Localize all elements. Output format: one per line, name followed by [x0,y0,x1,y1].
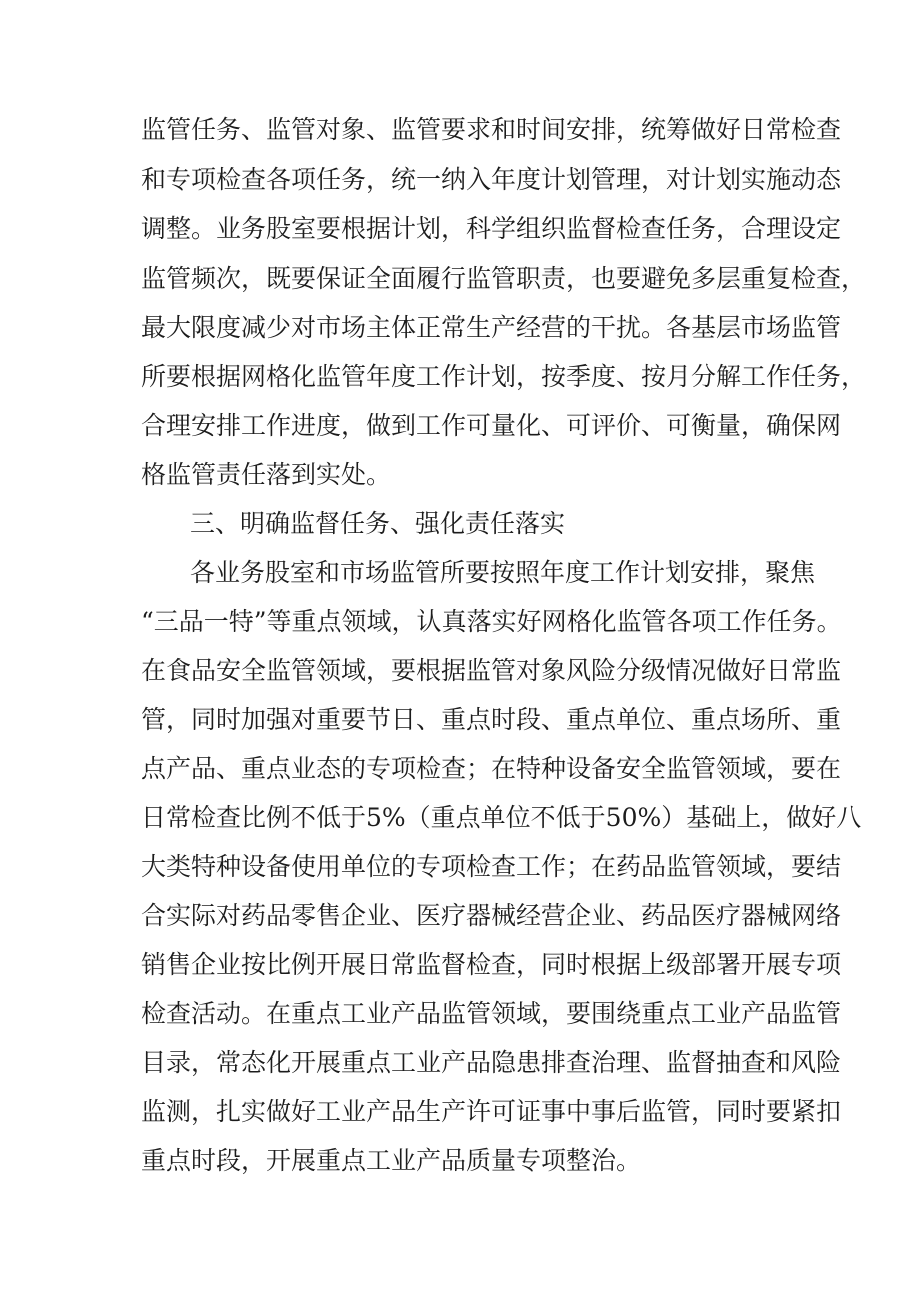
paragraph-2-line-5: 点产品、重点业态的专项检查；在特种设备安全监管领域，要在 [141,754,842,783]
section-heading: 三、明确监督任务、强化责任落实 [190,509,566,538]
paragraph-2-line-13: 重点时段，开展重点工业产品质量专项整治。 [141,1146,642,1175]
paragraph-1-line-3: 调整。业务股室要根据计划，科学组织监督检查任务，合理设定 [141,214,842,243]
paragraph-2-line-3: 在食品安全监管领域，要根据监管对象风险分级情况做好日常监 [141,656,842,685]
paragraph-1-line-2: 和专项检查各项任务，统一纳入年度计划管理，对计划实施动态 [141,165,842,194]
paragraph-2-line-11: 目录，常态化开展重点工业产品隐患排查治理、监督抽查和风险 [141,1048,842,1077]
paragraph-2-line-9: 销售企业按比例开展日常监督检查，同时根据上级部署开展专项 [141,950,842,979]
paragraph-2-line-1: 各业务股室和市场监管所要按照年度工作计划安排，聚焦 [190,558,816,587]
paragraph-2-line-4: 管，同时加强对重要节日、重点时段、重点单位、重点场所、重 [141,705,842,734]
paragraph-2-line-2: “三品一特”等重点领域，认真落实好网格化监管各项工作任务。 [141,607,842,636]
paragraph-1-line-1: 监管任务、监管对象、监管要求和时间安排，统筹做好日常检查 [141,115,842,144]
paragraph-1-line-6: 所要根据网格化监管年度工作计划，按季度、按月分解工作任务， [141,362,867,391]
paragraph-1-line-4: 监管频次，既要保证全面履行监管职责，也要避免多层重复检查， [141,264,867,293]
paragraph-2-line-6: 日常检查比例不低于5%（重点单位不低于50%）基础上，做好八 [141,803,862,832]
paragraph-1-line-5: 最大限度减少对市场主体正常生产经营的干扰。各基层市场监管 [141,313,842,342]
paragraph-2-line-8: 合实际对药品零售企业、医疗器械经营企业、药品医疗器械网络 [141,901,842,930]
paragraph-2-line-10: 检查活动。在重点工业产品监管领域，要围绕重点工业产品监管 [141,999,842,1028]
paragraph-2-line-7: 大类特种设备使用单位的专项检查工作；在药品监管领域，要结 [141,852,842,881]
paragraph-2-line-12: 监测，扎实做好工业产品生产许可证事中事后监管，同时要紧扣 [141,1097,842,1126]
paragraph-1-line-8: 格监管责任落到实处。 [141,460,392,489]
paragraph-1-line-7: 合理安排工作进度，做到工作可量化、可评价、可衡量，确保网 [141,411,842,440]
